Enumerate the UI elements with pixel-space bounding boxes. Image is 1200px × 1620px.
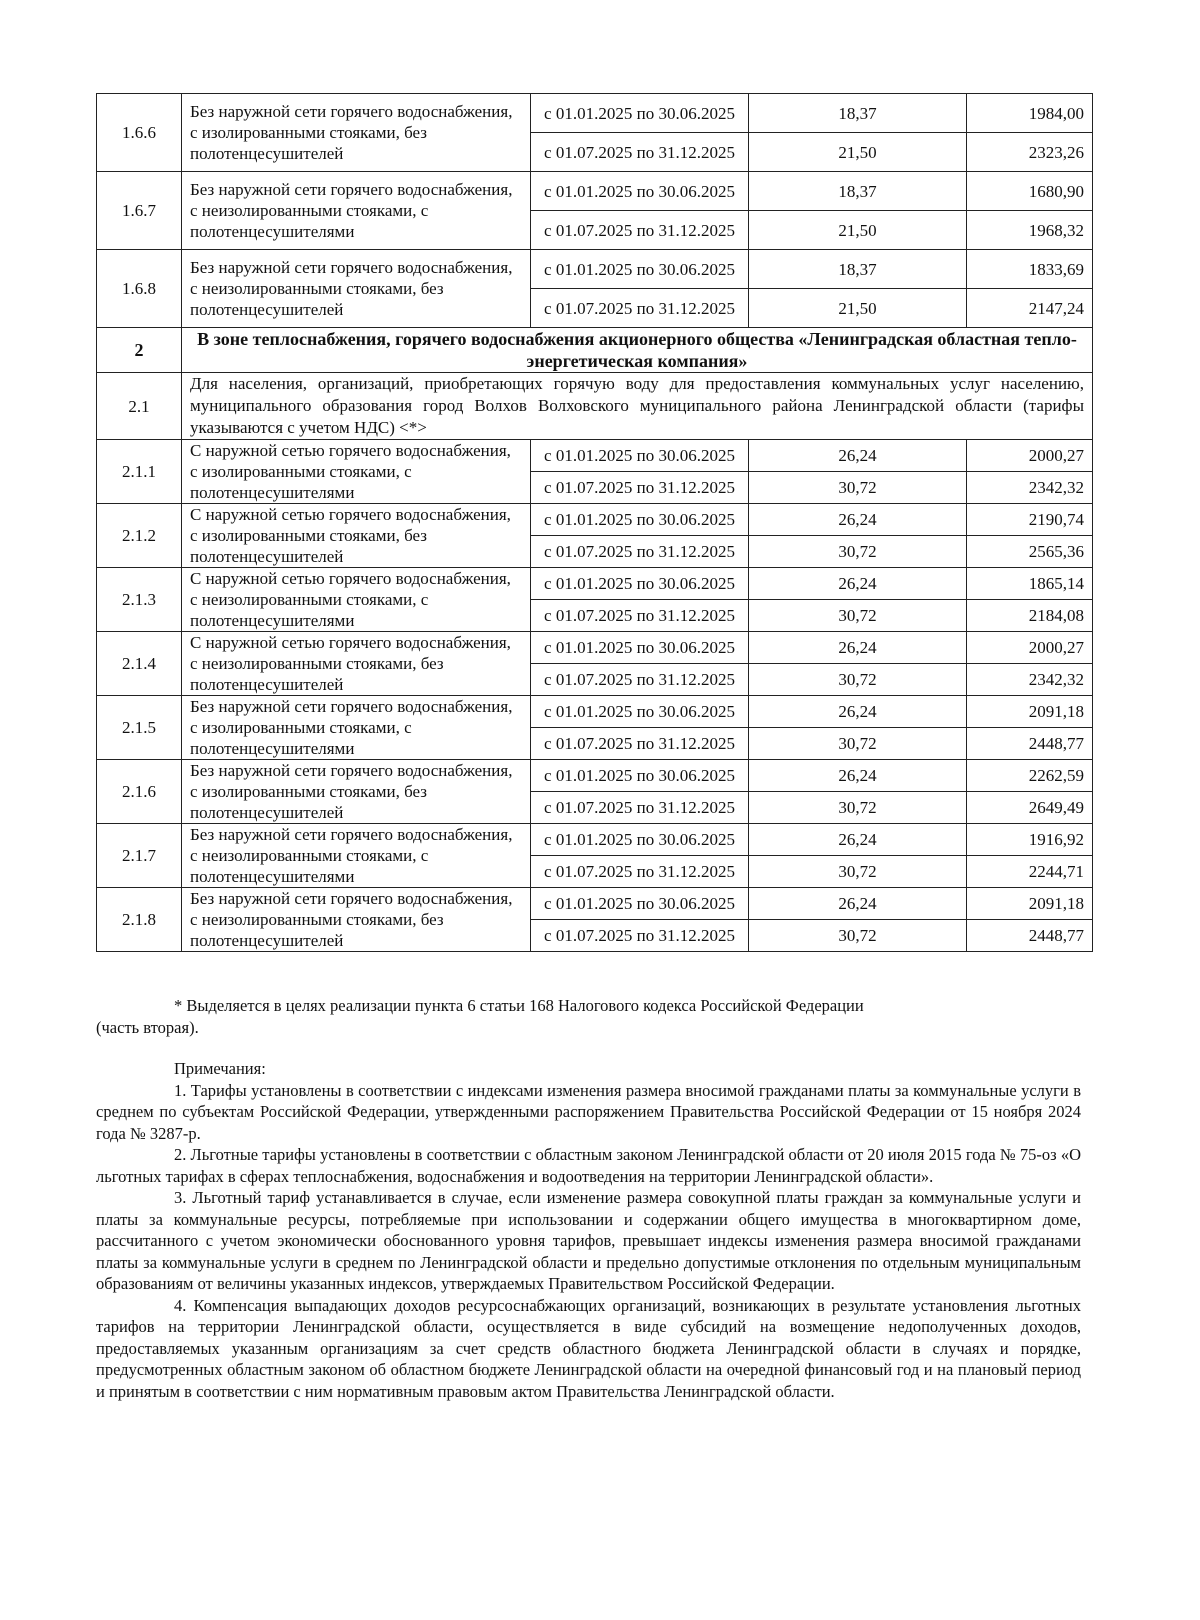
value-cell: 26,24: [749, 504, 967, 536]
row-number: 2.1.8: [97, 888, 182, 952]
tariff-cell: 2262,59: [967, 760, 1093, 792]
row-number: 2.1.1: [97, 440, 182, 504]
row-number: 1.6.8: [97, 250, 182, 328]
table-row: [97, 568, 1093, 600]
tariff-cell: 2448,77: [967, 920, 1093, 952]
row-description: Без наружной сети горячего водоснабжения, с неизолированными стояками, без полотенцесушителей: [182, 250, 531, 328]
tariff-cell: 1916,92: [967, 824, 1093, 856]
value-cell: 30,72: [749, 792, 967, 824]
table-row: [97, 632, 1093, 664]
subsection-row: [97, 373, 1093, 440]
value-cell: 30,72: [749, 472, 967, 504]
tariff-cell: 2091,18: [967, 696, 1093, 728]
tariff-cell: 2147,24: [967, 289, 1093, 328]
notes-section: [96, 995, 1081, 1402]
note-item-2: 2. Льготные тарифы установлены в соответствии с областным законом Ленинградской области от 20 июля 2015 года № 75-оз «О льготных тарифах в сферах теплоснабжения, водоснабжения и водоотведения на территории Ленинградской области».: [96, 1145, 1081, 1186]
row-description: Без наружной сети горячего водоснабжения, с изолированными стояками, с полотенцесушителями: [182, 696, 531, 760]
row-number: 1.6.6: [97, 94, 182, 172]
row-description: С наружной сетью горячего водоснабжения, с неизолированными стояками, без полотенцесушителей: [182, 632, 531, 696]
table-row: [97, 696, 1093, 728]
value-cell: 18,37: [749, 94, 967, 133]
tariff-cell: 2000,27: [967, 440, 1093, 472]
subsection-text: Для населения, организаций, приобретающих горячую воду для предоставления коммунальных услуг населению, муниципального образования город Волхов Волховского муниципального района Ленинградской области (тарифы указываются с учетом НДС) <*>: [182, 373, 1093, 440]
value-cell: 30,72: [749, 600, 967, 632]
note-item-4: 4. Компенсация выпадающих доходов ресурсоснабжающих организаций, возникающих в результате установления льготных тарифов на территории Ленинградской области, осуществляется в виде субсидий на возмещение недополученных доходов, предоставляемых указанным организациям за счет средств областного бюджета Ленинградской области в случаях и порядке, предусмотренных областным законом об областном бюджете Ленинградской области на очередной финансовый год и на плановый период и принятым в соответствии с ним нормативным правовым актом Правительства Ленинградской области.: [96, 1295, 1081, 1401]
period-cell: с 01.07.2025 по 31.12.2025: [531, 664, 749, 696]
note-item-3: 3. Льготный тариф устанавливается в случае, если изменение размера совокупной платы граждан за коммунальные услуги и платы за коммунальные ресурсы, потребляемые при использовании и содержании общего имущества в многоквартирном доме, рассчитанного с учетом экономически обоснованного уровня тарифов, превышает индексы изменения размера вносимой гражданами платы за коммунальные услуги в среднем по Ленинградской области и предельно допустимые отклонения по отдельным муниципальным образованиям от величины указанных индексов, утверждаемых Правительством Российской Федерации.: [96, 1188, 1081, 1293]
tariff-cell: 2323,26: [967, 133, 1093, 172]
period-cell: с 01.07.2025 по 31.12.2025: [531, 792, 749, 824]
row-description: Без наружной сети горячего водоснабжения, с изолированными стояками, без полотенцесушителей: [182, 760, 531, 824]
row-number: 2.1.4: [97, 632, 182, 696]
value-cell: 30,72: [749, 856, 967, 888]
table-row: [97, 440, 1093, 472]
value-cell: 30,72: [749, 920, 967, 952]
tariff-cell: 2244,71: [967, 856, 1093, 888]
table-row: [97, 250, 1093, 289]
value-cell: 26,24: [749, 632, 967, 664]
period-cell: с 01.01.2025 по 30.06.2025: [531, 696, 749, 728]
table-row: [97, 94, 1093, 133]
tariff-cell: 2565,36: [967, 536, 1093, 568]
row-number: 2.1.7: [97, 824, 182, 888]
table-row: [97, 172, 1093, 211]
tariff-cell: 2184,08: [967, 600, 1093, 632]
row-description: Без наружной сети горячего водоснабжения, с неизолированными стояками, с полотенцесушителями: [182, 824, 531, 888]
value-cell: 30,72: [749, 728, 967, 760]
period-cell: с 01.07.2025 по 31.12.2025: [531, 600, 749, 632]
row-number: 2.1.3: [97, 568, 182, 632]
value-cell: 26,24: [749, 824, 967, 856]
value-cell: 30,72: [749, 664, 967, 696]
table-row: [97, 824, 1093, 856]
tariff-cell: 2091,18: [967, 888, 1093, 920]
row-description: С наружной сетью горячего водоснабжения, с изолированными стояками, без полотенцесушителей: [182, 504, 531, 568]
period-cell: с 01.07.2025 по 31.12.2025: [531, 728, 749, 760]
row-number: 2.1.6: [97, 760, 182, 824]
period-cell: с 01.01.2025 по 30.06.2025: [531, 888, 749, 920]
period-cell: с 01.07.2025 по 31.12.2025: [531, 856, 749, 888]
section-number: 2: [97, 328, 182, 373]
row-description: Без наружной сети горячего водоснабжения, с неизолированными стояками, без полотенцесушителей: [182, 888, 531, 952]
period-cell: с 01.01.2025 по 30.06.2025: [531, 824, 749, 856]
value-cell: 18,37: [749, 172, 967, 211]
value-cell: 21,50: [749, 211, 967, 250]
note-item-1: 1. Тарифы установлены в соответствии с индексами изменения размера вносимой гражданами платы за коммунальные услуги в среднем по субъектам Российской Федерации, утвержденными распоряжением Правительства Российской Федерации от 15 ноября 2024 года № 3287-р.: [96, 1080, 1081, 1143]
value-cell: 26,24: [749, 696, 967, 728]
value-cell: 21,50: [749, 289, 967, 328]
tariff-cell: 1833,69: [967, 250, 1093, 289]
table-row: [97, 760, 1093, 792]
tariff-cell: 2342,32: [967, 664, 1093, 696]
table-row: [97, 888, 1093, 920]
period-cell: с 01.01.2025 по 30.06.2025: [531, 568, 749, 600]
period-cell: с 01.07.2025 по 31.12.2025: [531, 289, 749, 328]
section-header-row: [97, 328, 1093, 373]
tariff-cell: 2342,32: [967, 472, 1093, 504]
section-title: В зоне теплоснабжения, горячего водоснабжения акционерного общества «Ленинградская областная тепло-энергетическая компания»: [182, 328, 1093, 373]
tariff-cell: 1865,14: [967, 568, 1093, 600]
tariff-cell: 1984,00: [967, 94, 1093, 133]
period-cell: с 01.07.2025 по 31.12.2025: [531, 211, 749, 250]
period-cell: с 01.01.2025 по 30.06.2025: [531, 250, 749, 289]
period-cell: с 01.07.2025 по 31.12.2025: [531, 133, 749, 172]
tariff-cell: 1680,90: [967, 172, 1093, 211]
notes-title: Примечания:: [174, 1059, 266, 1078]
table-row: [97, 504, 1093, 536]
value-cell: 26,24: [749, 568, 967, 600]
period-cell: с 01.01.2025 по 30.06.2025: [531, 440, 749, 472]
value-cell: 21,50: [749, 133, 967, 172]
tariff-cell: 1968,32: [967, 211, 1093, 250]
period-cell: с 01.01.2025 по 30.06.2025: [531, 632, 749, 664]
period-cell: с 01.01.2025 по 30.06.2025: [531, 504, 749, 536]
footnote-line2: (часть вторая).: [96, 1017, 199, 1037]
footnote-line1: * Выделяется в целях реализации пункта 6 статьи 168 Налогового кодекса Российской Федерации: [174, 996, 864, 1015]
row-description: С наружной сетью горячего водоснабжения, с неизолированными стояками, с полотенцесушителями: [182, 568, 531, 632]
row-number: 1.6.7: [97, 172, 182, 250]
subsection-number: 2.1: [97, 373, 182, 440]
value-cell: 30,72: [749, 536, 967, 568]
tariff-cell: 2649,49: [967, 792, 1093, 824]
tariff-cell: 2000,27: [967, 632, 1093, 664]
row-description: С наружной сетью горячего водоснабжения, с изолированными стояками, с полотенцесушителями: [182, 440, 531, 504]
row-description: Без наружной сети горячего водоснабжения, с изолированными стояками, без полотенцесушителей: [182, 94, 531, 172]
tariff-cell: 2448,77: [967, 728, 1093, 760]
row-number: 2.1.5: [97, 696, 182, 760]
period-cell: с 01.01.2025 по 30.06.2025: [531, 172, 749, 211]
row-description: Без наружной сети горячего водоснабжения, с неизолированными стояками, с полотенцесушителями: [182, 172, 531, 250]
value-cell: 18,37: [749, 250, 967, 289]
period-cell: с 01.07.2025 по 31.12.2025: [531, 920, 749, 952]
value-cell: 26,24: [749, 760, 967, 792]
value-cell: 26,24: [749, 440, 967, 472]
row-number: 2.1.2: [97, 504, 182, 568]
tariff-table: [96, 93, 1093, 952]
period-cell: с 01.07.2025 по 31.12.2025: [531, 536, 749, 568]
period-cell: с 01.01.2025 по 30.06.2025: [531, 760, 749, 792]
value-cell: 26,24: [749, 888, 967, 920]
period-cell: с 01.07.2025 по 31.12.2025: [531, 472, 749, 504]
tariff-cell: 2190,74: [967, 504, 1093, 536]
period-cell: с 01.01.2025 по 30.06.2025: [531, 94, 749, 133]
